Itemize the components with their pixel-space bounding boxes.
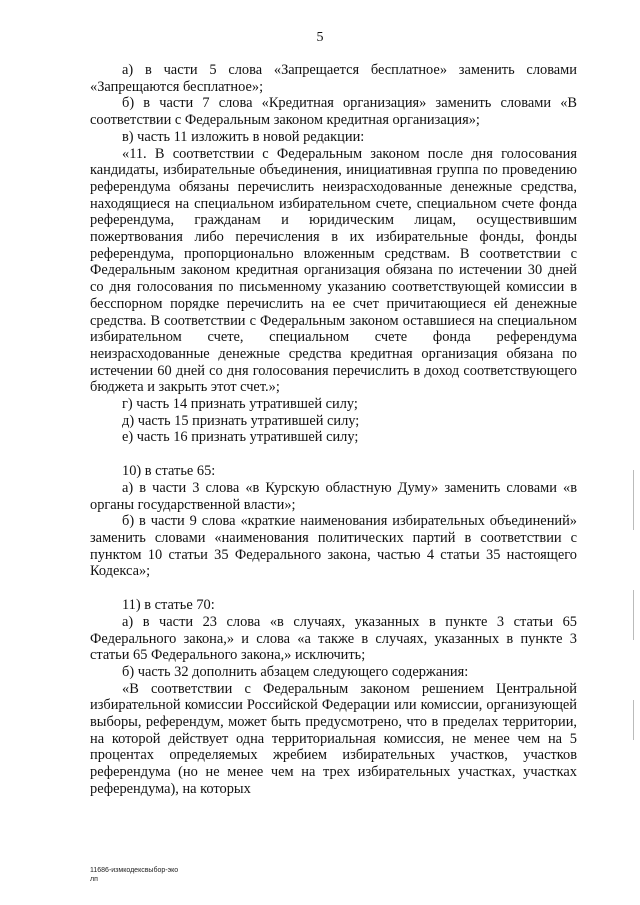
paragraph: а) в части 3 слова «в Курскую областную Думу» заменить словами «в органы государственной власти»; bbox=[90, 479, 577, 513]
scan-edge-mark bbox=[633, 470, 634, 530]
paragraph: «В соответствии с Федеральным законом решением Центральной избирательной комиссии Российской Федерации или комиссии, организующей выборы, референдум, может быть предусмотрено, что в пределах территории, на которой действует одна территориальная комиссия, не менее чем на 5 процентах определяемых жребием избирательных участков, участков референдума (но не менее чем на трех избирательных участках, участках референдума), на которых bbox=[90, 680, 577, 797]
paragraph: б) в части 7 слова «Кредитная организация» заменить словами «В соответствии с Федеральным законом кредитная организация»; bbox=[90, 95, 577, 129]
footer-initials: лп bbox=[90, 876, 98, 883]
section-heading: 11) в статье 70: bbox=[122, 597, 215, 614]
paragraph: а) в части 5 слова «Запрещается бесплатное» заменить словами «Запрещаются бесплатное»; bbox=[90, 62, 577, 95]
paragraph: г) часть 14 признать утратившей силу; bbox=[122, 396, 358, 413]
page-number: 5 bbox=[316, 30, 324, 45]
paragraph: а) в части 23 слова «в случаях, указанных в пункте 3 статьи 65 Федерального закона,» и слова «а также в случаях, указанных в пункте 3 статьи 65 Федерального закона,» исключить; bbox=[90, 613, 577, 664]
document-footer bbox=[90, 866, 178, 884]
scan-edge-mark bbox=[633, 700, 634, 740]
paragraph: е) часть 16 признать утратившей силу; bbox=[122, 429, 359, 446]
paragraph: б) часть 32 дополнить абзацем следующего содержания: bbox=[122, 663, 469, 680]
paragraph: в) часть 11 изложить в новой редакции: bbox=[122, 128, 365, 145]
paragraph: б) в части 9 слова «краткие наименования избирательных объединений» заменить словами «наименования политических партий в соответствии с пунктом 10 статьи 35 Федерального закона, частью 4 статьи 35 настоящего Кодекса»; bbox=[90, 513, 577, 580]
paragraph: «11. В соответствии с Федеральным законом после дня голосования кандидаты, избирательные объединения, инициативная группа по проведению референдума обязаны перечислить неизрасходованные денежные средства, находящиеся на специальном избирательном счете, специальном счете фонда референдума, гражданам и юридическим лицам, осуществившим пожертвования либо перечисления в их избирательные фонды, фонды референдума, пропорционально вложенным средствам. В соответствии с Федеральным законом кредитная организация обязана по истечении 30 дней со дня голосования по письменному указанию соответствующей комиссии в бесспорном порядке перечислить на ее счет причитающиеся ей денежные средства. В соответствии с Федеральным законом оставшиеся на специальном избирательном счете, специальном счете фонда референдума неизрасходованные денежные средства кредитная организация обязана по истечении 60 дней со дня голосования перечислить в доход соответствующего бюджета и закрыть этот счет.»; bbox=[90, 145, 577, 396]
paragraph: д) часть 15 признать утратившей силу; bbox=[122, 412, 360, 429]
footer-code: 11686-измкодексвыбор-эко bbox=[90, 867, 179, 874]
section-heading: 10) в статье 65: bbox=[122, 463, 216, 480]
scan-edge-mark bbox=[633, 590, 634, 640]
document-body bbox=[90, 62, 577, 798]
